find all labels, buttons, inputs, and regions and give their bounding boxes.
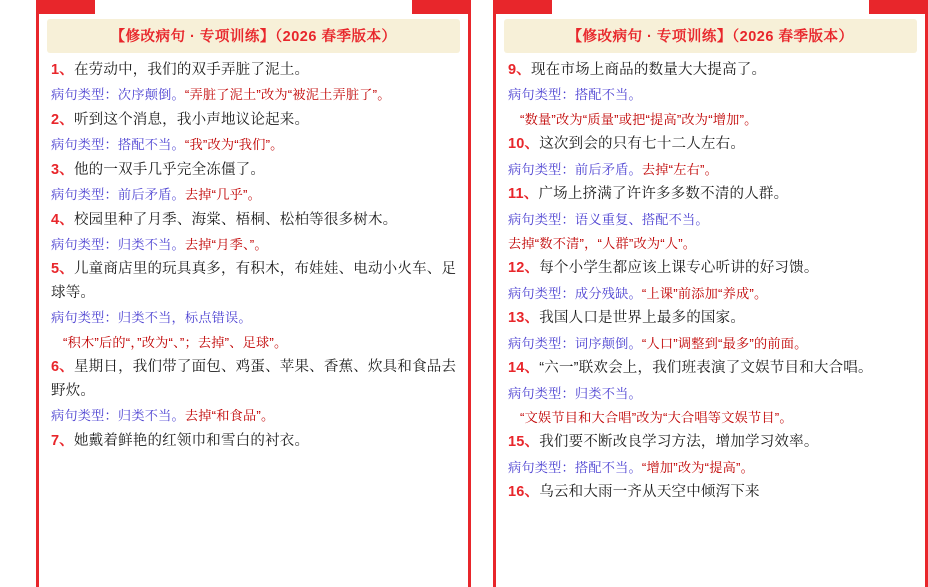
left-column	[36, 0, 471, 587]
left-content	[39, 59, 468, 453]
question-line	[508, 307, 915, 330]
question-line	[508, 183, 915, 206]
question-number: 3、	[51, 161, 74, 178]
answer-fix: “我”改为“我们”。	[184, 137, 284, 153]
question-number: 10、	[508, 136, 540, 153]
question-number: 7、	[51, 432, 74, 449]
question-line	[51, 59, 458, 82]
question-number: 2、	[51, 111, 74, 128]
answer-type: 病句类型：搭配不当。	[51, 137, 185, 153]
question-text: 这次到会的只有七十二人左右。	[539, 136, 746, 153]
answer-line	[508, 283, 915, 304]
question-line	[51, 356, 458, 403]
list-item	[508, 257, 915, 304]
question-number: 11、	[508, 186, 539, 203]
list-item	[508, 357, 915, 428]
answer-line	[508, 383, 915, 404]
question-text: 乌云和大雨一齐从天空中倾泻下来	[539, 484, 760, 501]
list-item	[51, 59, 458, 106]
question-text: 每个小学生都应该上课专心听讲的好习馈。	[539, 260, 819, 277]
question-number: 9、	[508, 62, 531, 78]
answer-fix: “积木”后的“，”改为“、”；去掉”、足球”。	[63, 334, 288, 350]
answer-fix: 去掉“左右”。	[641, 161, 718, 177]
answer-fix-line	[508, 233, 915, 254]
answer-fix: 去掉“数不清”，“人群”改为“人”。	[508, 235, 697, 251]
question-text: 我国人口是世界上最多的国家。	[539, 310, 746, 327]
list-item	[51, 258, 458, 353]
question-line	[51, 159, 458, 182]
question-line	[508, 133, 915, 156]
question-number: 4、	[51, 211, 74, 228]
answer-type: 病句类型：词序颠倒。	[508, 335, 642, 351]
list-item	[51, 159, 458, 206]
question-line	[51, 430, 458, 453]
answer-line	[51, 307, 458, 328]
right-top-bar-gap	[552, 0, 869, 14]
list-item	[508, 431, 915, 478]
question-text: 儿童商店里的玩具真多，有积木，布娃娃、电动小火车、足球等。	[51, 261, 457, 301]
question-line	[508, 59, 915, 82]
answer-type: 病句类型：归类不当。	[51, 408, 185, 424]
right-content	[496, 59, 925, 505]
list-item	[508, 307, 915, 354]
answer-line	[51, 405, 458, 426]
answer-fix: “人口”调整到“最多”的前面。	[641, 335, 808, 351]
answer-fix-line	[51, 332, 458, 353]
question-number: 12、	[508, 260, 540, 277]
list-item	[508, 183, 915, 254]
answer-line	[508, 209, 915, 230]
question-line	[508, 257, 915, 280]
answer-line	[51, 184, 458, 205]
question-text: 现在市场上商品的数量大大提高了。	[530, 62, 767, 78]
answer-type: 病句类型：语义重复、搭配不当。	[508, 211, 709, 227]
question-line	[508, 431, 915, 454]
answer-fix: “上课”前添加“养成”。	[641, 285, 768, 301]
question-number: 16、	[508, 484, 540, 501]
answer-fix: 去掉“和食品”。	[184, 408, 275, 424]
answer-type: 病句类型：前后矛盾。	[508, 161, 642, 177]
list-item	[51, 356, 458, 426]
answer-line	[508, 457, 915, 478]
question-text: 她戴着鲜艳的红领巾和雪白的衬衣。	[73, 432, 310, 449]
question-number: 13、	[508, 310, 540, 327]
question-text: “六一”联欢会上，我们班表演了文娱节目和大合唱。	[539, 360, 873, 377]
list-item	[508, 481, 915, 504]
answer-type: 病句类型：搭配不当。	[508, 459, 642, 475]
answer-fix: 去掉“月季、”。	[184, 237, 268, 253]
question-text: 听到这个消息，我小声地议论起来。	[73, 111, 310, 128]
answer-type: 病句类型：次序颠倒。	[51, 87, 185, 103]
right-title-text: 【修改病句 · 专项训练】（2026 春季版本）	[567, 29, 854, 45]
question-line	[51, 109, 458, 132]
answer-fix: “弄脏了泥土”改为“被泥土弄脏了”。	[184, 87, 391, 103]
question-text: 校园里种了月季、海棠、梧桐、松柏等很多树木。	[73, 211, 398, 228]
answer-type: 病句类型：前后矛盾。	[51, 187, 185, 203]
answer-line	[508, 333, 915, 354]
question-number: 14、	[508, 360, 540, 377]
question-line	[51, 209, 458, 232]
question-text: 广场上挤满了许许多多数不清的人群。	[538, 186, 789, 203]
question-number: 15、	[508, 434, 540, 451]
right-top-bar	[496, 0, 925, 14]
answer-type: 病句类型：搭配不当。	[508, 87, 642, 103]
answer-fix: 去掉“几乎”。	[184, 187, 261, 203]
list-item	[51, 209, 458, 256]
answer-line	[51, 84, 458, 105]
left-top-bar-gap	[95, 0, 412, 14]
left-title-band	[47, 19, 460, 53]
answer-type: 病句类型：归类不当。	[508, 385, 642, 401]
answer-fix-line	[508, 109, 915, 130]
answer-line	[51, 234, 458, 255]
answer-fix: “数量”改为“质量”或把“提高”改为“增加”。	[520, 111, 758, 127]
question-text: 在劳动中，我们的双手弄脏了泥土。	[73, 62, 310, 78]
question-number: 1、	[51, 62, 74, 78]
list-item	[508, 59, 915, 130]
answer-type: 病句类型：成分残缺。	[508, 285, 642, 301]
answer-line	[51, 134, 458, 155]
question-line	[508, 357, 915, 380]
left-title-text: 【修改病句 · 专项训练】（2026 春季版本）	[110, 29, 397, 45]
question-text: 星期日，我们带了面包、鸡蛋、苹果、香蕉、炊具和食品去野炊。	[51, 359, 457, 399]
answer-fix-line	[508, 407, 915, 428]
list-item	[508, 133, 915, 180]
right-title-band	[504, 19, 917, 53]
answer-fix: “文娱节目和大合唱”改为“大合唱等文娱节目”。	[520, 409, 793, 425]
answer-line	[508, 159, 915, 180]
question-line	[508, 481, 915, 504]
answer-fix: “增加”改为“提高”。	[641, 459, 754, 475]
question-number: 5、	[51, 261, 74, 278]
question-text: 我们要不断改良学习方法，增加学习效率。	[539, 434, 819, 451]
right-column	[493, 0, 928, 587]
question-line	[51, 258, 458, 305]
answer-type: 病句类型：归类不当。	[51, 237, 185, 253]
list-item	[51, 430, 458, 453]
question-number: 6、	[51, 359, 74, 376]
answer-type: 病句类型：归类不当，标点错误。	[51, 310, 252, 326]
left-top-bar	[39, 0, 468, 14]
answer-line	[508, 84, 915, 105]
list-item	[51, 109, 458, 156]
question-text: 他的一双手几乎完全冻僵了。	[73, 161, 266, 178]
